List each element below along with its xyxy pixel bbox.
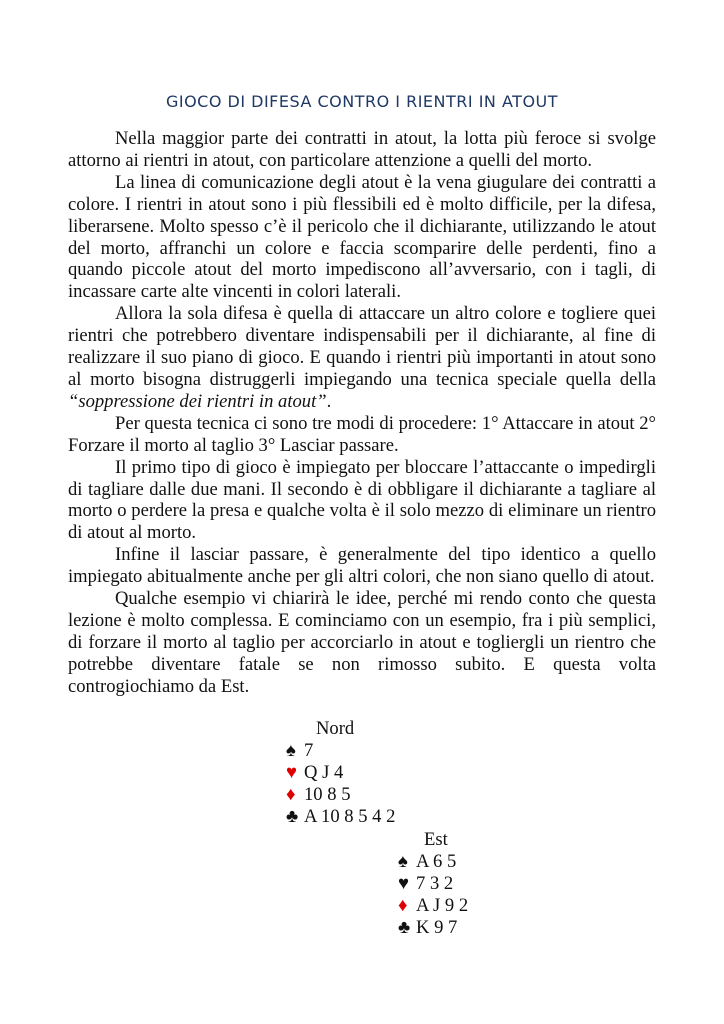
club-icon: ♣	[286, 805, 299, 827]
paragraph: Qualche esempio vi chiarirà le idee, perché mi rendo conto che questa lezione è molto complessa. E cominciamo con un esempio, fra i più semplici, di forzare il morto al taglio per accorciarlo in atout e togliergli un rientro che potrebbe diventare fatale se non rimosso subito. E questa volta controgiochiamo da Est.	[68, 588, 656, 697]
diamond-icon: ♦	[286, 783, 296, 805]
paragraph: Per questa tecnica ci sono tre modi di procedere: 1° Attaccare in atout 2° Forzare il morto al taglio 3° Lasciar passare.	[68, 412, 656, 456]
spade-icon: ♠	[398, 850, 408, 872]
suit-row-clubs	[286, 806, 395, 828]
diamond-icon: ♦	[398, 894, 408, 916]
spade-icon: ♠	[286, 739, 296, 761]
cards-diamonds: 10 8 5	[304, 783, 351, 805]
cards-hearts: 7 3 2	[416, 872, 454, 894]
body-text	[68, 128, 656, 698]
document-title: GIOCO DI DIFESA CONTRO I RIENTRI IN ATOUT	[165, 92, 559, 111]
paragraph: La linea di comunicazione degli atout è la vena giugulare dei contratti a colore. I rientri in atout sono i più flessibili ed è molto difficile, per la difesa, liberarsene. Molto spesso c’è il pericolo che il dichiarante, utilizzando le atout del morto, affranchi un colore e faccia scomparire delle perdenti, fino a quando piccole atout del morto impediscono all’avversario, con i tagli, di incassare carte alte vincenti in colori laterali.	[68, 171, 656, 303]
suit-row-diamonds	[286, 784, 395, 806]
cards-clubs: K 9 7	[416, 916, 458, 938]
suit-row-spades	[286, 740, 395, 762]
cards-hearts: Q J 4	[304, 761, 344, 783]
paragraph: Il primo tipo di gioco è impiegato per bloccare l’attaccante o impedirgli di tagliare dalle due mani. Il secondo è di obbligare il dichiarante a tagliare al morto o perdere la presa e qualche volta è il solo mezzo di eliminare un rientro di atout al morto.	[68, 456, 656, 544]
hand-est	[398, 829, 468, 939]
suit-row-clubs	[398, 917, 468, 939]
suit-row-hearts	[398, 873, 468, 895]
paragraph-text: Allora la sola difesa è quella di attaccare un altro colore e togliere quei rientri che potrebbero diventare indispensabili per il dichiarante, al fine di realizzare il suo piano di gioco. E quando i rientri più importanti in atout sono al morto bisogna distruggerli impiegando una tecnica speciale quella della	[68, 303, 656, 390]
heart-icon: ♥	[286, 761, 298, 783]
italic-phrase: “soppressione dei rientri in atout”	[68, 390, 327, 412]
paragraph: Infine il lasciar passare, è generalmente del tipo identico a quello impiegato abitualmente anche per gli altri colori, che non siano quello di atout.	[68, 544, 656, 588]
club-icon: ♣	[398, 916, 411, 938]
suit-row-diamonds	[398, 895, 468, 917]
cards-spades: A 6 5	[416, 850, 457, 872]
heart-icon: ♥	[398, 872, 410, 894]
cards-diamonds: A J 9 2	[416, 894, 469, 916]
cards-spades: 7	[304, 739, 314, 761]
cards-clubs: A 10 8 5 4 2	[304, 805, 396, 827]
paragraph: Nella maggior parte dei contratti in atout, la lotta più feroce si svolge attorno ai rientri in atout, con particolare attenzione a quelli del morto.	[68, 128, 656, 171]
hand-nord	[286, 718, 395, 828]
hand-label: Est	[424, 829, 448, 850]
suit-row-spades	[398, 851, 468, 873]
hand-label: Nord	[316, 718, 355, 739]
paragraph-end: .	[326, 390, 332, 412]
paragraph	[68, 303, 656, 413]
suit-row-hearts	[286, 762, 395, 784]
